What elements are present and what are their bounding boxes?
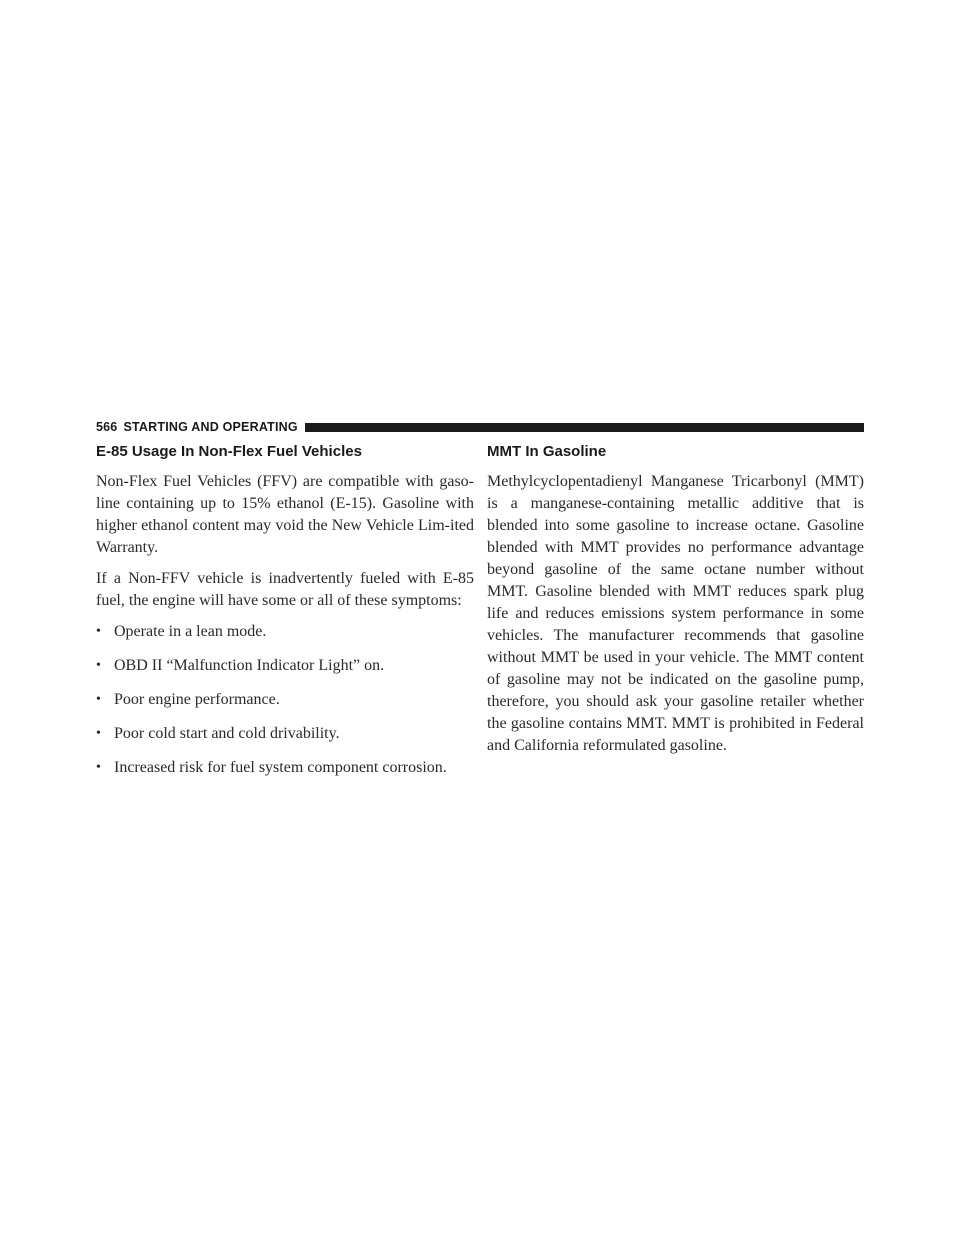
page-header: [96, 419, 864, 435]
e85-paragraph-compatibility: Non-Flex Fuel Vehicles (FFV) are compatible with gaso-line containing up to 15% ethanol (E-15). Gasoline with higher ethanol content may void the New Vehicle Lim-ited Warranty.: [96, 473, 474, 556]
mmt-heading: MMT In Gasoline: [487, 443, 607, 460]
mmt-paragraph: Methylcyclopentadienyl Manganese Tricarbonyl (MMT) is a manganese-containing metallic additive that is blended into some gasoline to increase octane. Gasoline blended with MMT provides no performance advantage beyond gasoline of the same octane number without MMT. Gasoline blended with MMT reduces spark plug life and reduces emissions system performance in some vehicles. The manufacturer recommends that gasoline without MMT be used in your vehicle. The MMT content of gasoline may not be indicated on the gasoline pump, therefore, you should ask your gasoline retailer whether the gasoline contains MMT. MMT is prohibited in Federal and California reformulated gasoline.: [487, 473, 864, 754]
bullet-icon: •: [96, 726, 101, 741]
right-column: [487, 441, 864, 766]
list-item: [96, 621, 474, 643]
list-item-text: Operate in a lean mode.: [114, 623, 267, 640]
bullet-icon: •: [96, 658, 101, 673]
bullet-icon: •: [96, 624, 101, 639]
bullet-icon: •: [96, 692, 101, 707]
section-title: STARTING AND OPERATING: [123, 420, 298, 434]
list-item: [96, 757, 474, 779]
page-number: 566: [96, 420, 118, 434]
e85-heading: E-85 Usage In Non-Flex Fuel Vehicles: [96, 443, 362, 460]
list-item: [96, 689, 474, 711]
list-item: [96, 655, 474, 677]
list-item-text: OBD II “Malfunction Indicator Light” on.: [114, 657, 385, 674]
left-column: [96, 441, 474, 791]
list-item-text: Poor cold start and cold drivability.: [114, 725, 340, 742]
list-item: [96, 723, 474, 745]
e85-paragraph-symptoms: If a Non-FFV vehicle is inadvertently fueled with E-85 fuel, the engine will have some or all of these symptoms:: [96, 570, 474, 609]
list-item-text: Poor engine performance.: [114, 691, 280, 708]
bullet-icon: •: [96, 760, 101, 775]
symptom-list: [96, 621, 474, 779]
list-item-text: Increased risk for fuel system component corrosion.: [114, 759, 447, 776]
header-rule: [305, 423, 864, 432]
